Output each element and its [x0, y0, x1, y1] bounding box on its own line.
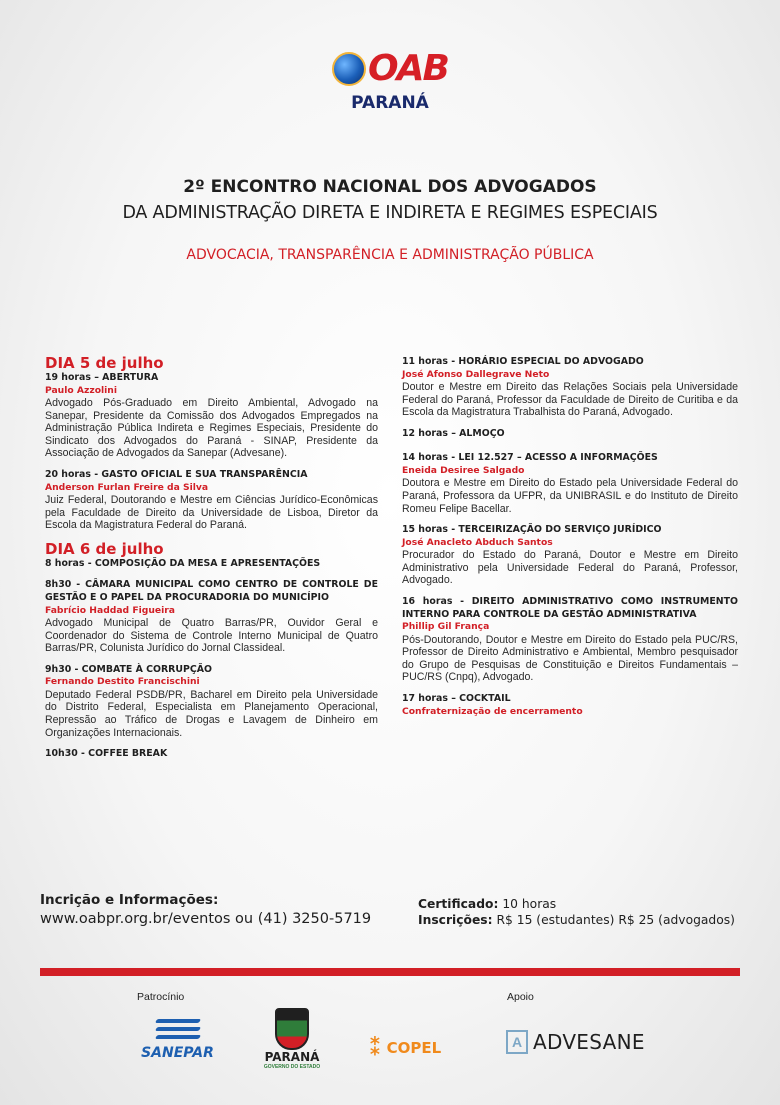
sanepar-wordmark: SANEPAR: [141, 1045, 214, 1061]
session-heading: 15 horas - TERCEIRIZAÇÃO DO SERVIÇO JURÍDICO: [402, 524, 662, 536]
session-coffee-break: [45, 748, 378, 761]
parana-government-logo: [262, 1008, 322, 1070]
session-heading: 11 horas - HORÁRIO ESPECIAL DO ADVOGADO: [402, 356, 644, 367]
session-abertura: [45, 372, 378, 460]
speaker-bio: Procurador do Estado do Paraná, Doutor e Mestre em Direito Administrativo pela Universidade Federal do Paraná, Professor, Advogado.: [402, 549, 738, 587]
registration-contact-link[interactable]: www.oabpr.org.br/eventos ou (41) 3250-5719: [40, 911, 372, 927]
speaker-bio: Doutora e Mestre em Direito do Estado pela Universidade Federal do Paraná, Professora da UFPR, da UNIBRASIL e do Instituto de Direito Romeu Felipe Bacellar.: [402, 477, 738, 515]
session-gasto-oficial: [45, 469, 378, 532]
session-heading: 12 horas – ALMOÇO: [402, 427, 505, 439]
advesane-symbol-icon: A: [506, 1030, 528, 1054]
session-heading: 20 horas - GASTO OFICIAL E SUA TRANSPARÊNCIA: [45, 468, 308, 480]
speaker-bio: Doutor e Mestre em Direito das Relações Sociais pela Universidade Federal do Paraná, Professor da Faculdade de Direito de Curitiba e da Escola da Magistratura Trabalhista do Paraná, Advogado.: [402, 381, 738, 419]
registration-info: [40, 892, 371, 927]
footer-divider: [40, 968, 740, 976]
globe-icon: [332, 52, 366, 86]
fees-label: Inscrições:: [418, 913, 493, 927]
session-heading: 14 horas - LEI 12.527 – ACESSO A INFORMAÇÕES: [402, 452, 658, 464]
session-combate-corrupcao: [45, 664, 378, 739]
speaker-bio: Advogado Pós-Graduado em Direito Ambiental, Advogado na Sanepar, Presidente da Comissão dos Advogados Empregados na Administração Pública Indireta e Regimes Especiais, Presidente do Sindicato dos Advogados do Paraná - SINAP, Presidente da Associação de Advogados da Sanepar (Advesane).: [45, 397, 378, 460]
speaker-name: Eneida Desiree Salgado: [402, 464, 525, 476]
speaker-name: Phillip Gil França: [402, 621, 490, 633]
copel-wordmark: COPEL: [386, 1039, 442, 1057]
advesane-wordmark: ADVESANE: [533, 1030, 645, 1054]
session-heading: 9h30 - COMBATE À CORRUPÇÃO: [45, 663, 212, 675]
speaker-bio: Juiz Federal, Doutorando e Mestre em Ciências Jurídico-Econômicas pela Faculdade de Direito da Universidade de Lisboa, Diretor da Escola da Magistratura Federal do Paraná.: [45, 493, 378, 532]
speaker-name: Anderson Furlan Freire da Silva: [45, 481, 209, 493]
session-direito-administrativo: [402, 596, 738, 684]
session-almoco: [402, 428, 738, 441]
event-theme: ADVOCACIA, TRANSPARÊNCIA E ADMINISTRAÇÃO PÚBLICA: [186, 247, 594, 263]
copel-logo: [369, 1036, 441, 1060]
oab-logo-mark: [332, 48, 448, 89]
certificate-label: Certificado:: [418, 897, 499, 911]
event-title-line2: DA ADMINISTRAÇÃO DIRETA E INDIRETA E REGIMES ESPECIAIS: [122, 203, 658, 223]
session-subtitle: Confraternização de encerramento: [402, 705, 583, 717]
certificate-value: 10 horas: [502, 897, 557, 911]
copel-symbol-icon: ⁑: [369, 1034, 382, 1061]
session-horario-especial: [402, 356, 738, 419]
parana-subtitle: GOVERNO DO ESTADO: [263, 1064, 321, 1070]
parana-crest-icon: [275, 1008, 309, 1050]
event-title-line1: 2º ENCONTRO NACIONAL DOS ADVOGADOS: [183, 177, 597, 197]
advesane-logo: [506, 1030, 645, 1054]
speaker-name: Fabrício Haddad Figueira: [45, 604, 175, 616]
session-heading: 8 horas - COMPOSIÇÃO DA MESA E APRESENTAÇÕES: [45, 557, 321, 569]
sanepar-logo: [135, 1017, 220, 1061]
speaker-bio: Deputado Federal PSDB/PR, Bacharel em Direito pela Universidade do Distrito Federal, Especialista em Planejamento Operacional, Repressão ao Tráfico de Drogas e Lavagem de Dinheiro em Organizações Internacionais.: [45, 688, 378, 739]
session-heading: 19 horas – ABERTURA: [45, 372, 159, 383]
parana-wordmark: PARANÁ: [264, 1050, 320, 1064]
oab-letters: OAB: [368, 48, 448, 89]
session-terceirizacao: [402, 524, 738, 587]
day-heading-1: DIA 5 de julho: [45, 354, 164, 372]
sanepar-waves-icon: [152, 1017, 204, 1043]
session-heading: 16 horas - DIREITO ADMINISTRATIVO COMO INSTRUMENTO INTERNO PARA CONTROLE DA GESTÃO ADMINISTRATIVA: [402, 595, 738, 620]
session-lei-12527: [402, 452, 738, 515]
day-heading-2: DIA 6 de julho: [45, 539, 164, 558]
support-label: Apoio: [507, 991, 534, 1003]
speaker-name: Paulo Azzolini: [45, 384, 117, 396]
session-heading: 8h30 - CÂMARA MUNICIPAL COMO CENTRO DE CONTROLE DE GESTÃO E O PAPEL DA PROCURADORIA DO MUNICÍPIO: [45, 579, 378, 603]
session-camara-municipal: [45, 579, 378, 654]
speaker-name: José Anacleto Abduch Santos: [402, 536, 553, 548]
speaker-name: Fernando Destito Francischini: [45, 676, 200, 688]
logo-subtitle: PARANÁ: [351, 93, 429, 113]
certificate-fees-info: [418, 896, 735, 928]
session-heading: 17 horas – COCKTAIL: [402, 692, 511, 704]
schedule-left-column: [45, 355, 378, 770]
schedule-right-column: [402, 356, 738, 727]
session-heading: 10h30 - COFFEE BREAK: [45, 748, 168, 760]
session-cocktail: [402, 693, 738, 718]
speaker-bio: Pós-Doutorando, Doutor e Mestre em Direito do Estado pela PUC/RS, Professor de Direito Administrativo e Ambiental, Membro pesquisador do Grupo de Pesquisas de Constituição e Direitos Fundamentais – PUC/RS (Cnpq), Advogado.: [402, 633, 738, 684]
oab-parana-logo: [0, 48, 780, 113]
speaker-name: José Afonso Dallegrave Neto: [402, 368, 550, 380]
registration-label: Incrição e Informações:: [40, 892, 219, 908]
speaker-bio: Advogado Municipal de Quatro Barras/PR, Ouvidor Geral e Coordenador do Sistema de Controle Interno Municipal de Quatro Barras/PR, Colunista Jurídico do Jornal Classideal.: [45, 616, 378, 655]
session-composicao: [45, 558, 378, 571]
fees-value: R$ 15 (estudantes) R$ 25 (advogados): [496, 913, 735, 927]
sponsorship-label: Patrocínio: [137, 991, 185, 1003]
